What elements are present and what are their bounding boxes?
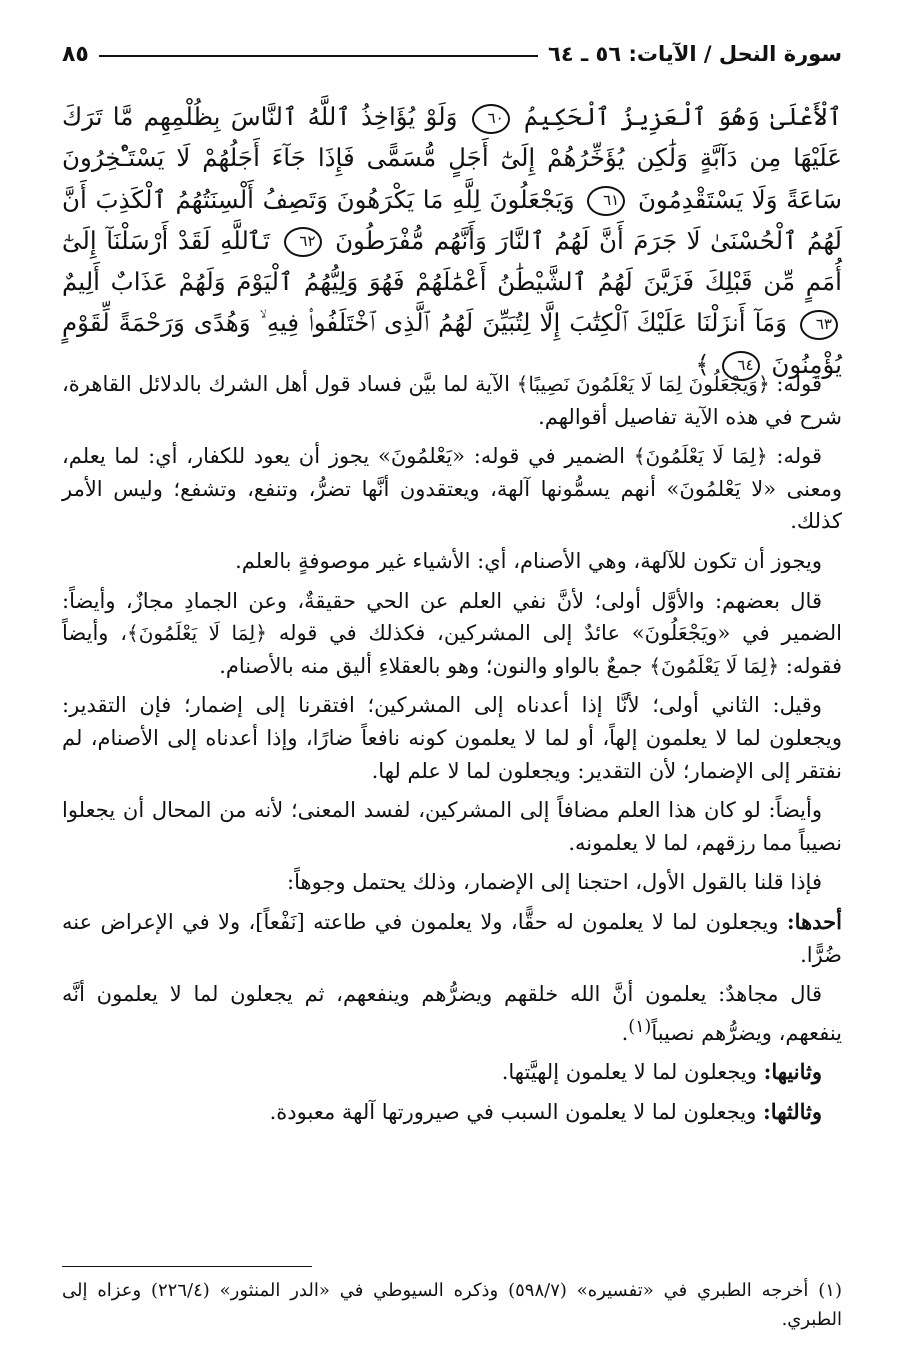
book-page [62,34,842,1354]
paragraph-text: قال مجاهدٌ: يعلمون أنَّ الله خلقهم ويضرُّهم وينفعهم، ثم يجعلون لما لا يعلمون أنَّه ينفعهم، ويضرُّهم نصيباً [62,982,842,1045]
page-number: ٨٥ [62,41,89,67]
point-label: أحدها: [786,908,842,934]
commentary-body [62,368,842,1135]
verse-text-segment: ٱلْأَعْلَىٰ وَهُوَ ٱلْعَزِيزُ ٱلْحَكِيمُ [524,102,842,131]
header-rule [99,55,538,57]
paragraph-text: ويجعلون لما لا يعلمون له حقًّا، ولا يعلمون في طاعته [نَفْعاً]، ولا في الإعراض عنه ضُرًّا. [62,909,842,967]
verse-number-marker: ٦٤ [722,351,760,381]
footnote: (١) أخرجه الطبري في «تفسيره» (٥٩٨/٧) وذكره السيوطي في «الدر المنثور» (٢٢٦/٤) وعزاه إلى الطبري. [62,1280,842,1330]
paragraph [62,585,842,683]
paragraph-text: ويجعلون لما لا يعلمون السبب في صيرورتها آلهة معبودة. [269,1099,757,1124]
paragraph: فإذا قلنا بالقول الأول، احتجنا إلى الإضمار، وذلك يحتمل وجوهاً: [287,870,822,895]
paragraph [62,906,842,971]
paragraph: ويجوز أن تكون للآلهة، وهي الأصنام، أي: الأشياء غير موصوفةٍ بالعلم. [235,548,822,573]
paragraph-text: الآية لما بيَّن فساد قول أهل الشرك بالدلائل القاهرة، شرح في هذه الآية تفاصيل أقوالهم. [62,372,842,429]
paragraph-text: قال بعضهم: والأوَّل أولى؛ لأنَّ نفي العلم عن الحي حقيقةٌ، وعن الجمادِ مجازٌ، وأيضاً: الضمير في «ويَجْعَلُونَ» عائدٌ إلى المشركين، فكذلك في قوله [62,588,843,646]
point-label: وثالثها: [763,1098,822,1124]
quran-quote: ﴿وَيَجْعَلُونَ لِمَا لَا يَعْلَمُونَ نَصِيبًا﴾ [516,372,770,396]
paragraph: وقيل: الثاني أولى؛ لأنَّا إذا أعدناه إلى المشركين؛ افتقرنا إلى إضمار؛ فإن التقدير: ويجعلون لما لا يعلمون إلهاً، أو لما لا يعلمون كونه نافعاً ضارًا، وإذا أعدناه إلى الأصنام، لم نفتقر إلى الإضمار؛ لأن التقدير: ويجعلون لما لا علم لها. [62,693,842,783]
paragraph: وأيضاً: لو كان هذا العلم مضافاً إلى المشركين، لفسد المعنى؛ لأنه من المحال أن يجعلوا نصيباً مما رزقهم، لما لا يعلمونه. [62,798,842,855]
verse-number-marker: ٦١ [587,186,625,216]
paragraph [62,1056,842,1089]
quran-verses [62,96,842,385]
paragraph-text: ، وأيضاً فقوله: [62,621,842,678]
paragraph [62,440,842,538]
quran-quote: ﴿لِمَا لَا يَعْلَمُونَ﴾ [649,653,780,678]
paragraph [62,1096,842,1129]
quran-quote: ﴿لِمَا لَا يَعْلَمُونَ﴾ [633,444,768,469]
paragraph-text: قوله: [776,444,822,469]
closing-ornament: ﴾ [695,349,710,379]
footnote-separator [62,1266,312,1267]
verse-text-segment: وَيَجْعَلُونَ لِلَّهِ مَا يَكْرَهُونَ وَتَصِفُ أَلْسِنَتُهُمُ ٱلْكَذِبَ أَنَّ لَهُمُ ٱلْحُسْنَىٰ لَا جَرَمَ أَنَّ لَهُمُ ٱلنَّارَ وَأَنَّهُم مُّفْرَطُونَ [62,184,843,255]
paragraph-text: الضمير في قوله: «يَعْلمُونَ» يجوز أن يعود للكفار، أي: لما يعلم، ومعنى «لا يَعْلمُونَ» أنهم يسمُّونها آلهة، ويعتقدون أنَّها تضرُّ، وتنفع، وتشفع؛ وليس الأمر كذلك. [62,444,842,534]
point-label: وثانيها: [763,1059,822,1085]
paragraph [62,978,842,1049]
paragraph-text: ويجعلون لما لا يعلمون إلهيَّتها. [501,1060,757,1085]
paragraph-text: قوله: [776,372,822,396]
quran-quote: ﴿لِمَا لَا يَعْلَمُونَ﴾ [127,621,267,646]
verse-text-segment: وَلَوْ يُؤَاخِذُ ٱللَّهُ ٱلنَّاسَ بِظُلْمِهِم مَّا تَرَكَ عَلَيْهَا مِن دَآبَّةٍ وَلَٰكِن يُؤَخِّرُهُمْ إِلَىٰٓ أَجَلٍ مُّسَمًّى فَإِذَا جَآءَ أَجَلُهُمْ لَا يَسْتَـْٔخِرُونَ سَاعَةً وَلَا يَسْتَقْدِمُونَ [62,102,842,214]
verse-number-marker: ٦٣ [800,310,838,340]
paragraph [62,368,842,433]
page-header [62,34,842,74]
paragraph-text: . [621,1020,629,1045]
verse-number-marker: ٦٠ [472,104,510,134]
verse-number-marker: ٦٢ [284,227,322,257]
paragraph-text: جمعٌ بالواو والنون؛ وهو بالعقلاءِ أليق منه بالأصنام. [219,653,643,678]
verse-text-segment: تَٱللَّهِ لَقَدْ أَرْسَلْنَآ إِلَىٰٓ أُمَمٍ مِّن قَبْلِكَ فَزَيَّنَ لَهُمُ ٱلشَّيْطَٰنُ أَعْمَٰلَهُمْ فَهُوَ وَلِيُّهُمُ ٱلْيَوْمَ وَلَهُمْ عَذَابٌ أَلِيمٌ [62,225,842,297]
footnote-reference[interactable]: (١) [628,1016,652,1037]
running-title: سورة النحل / الآيات: ٥٦ ـ ٦٤ [548,42,842,66]
verse-text-segment: وَمَآ أَنزَلْنَا عَلَيْكَ ٱلْكِتَٰبَ إِلَّا لِتُبَيِّنَ لَهُمُ ٱلَّذِى ٱخْتَلَفُوا۟ فِيهِ ۙ وَهُدًى وَرَحْمَةً لِّقَوْمٍ يُؤْمِنُونَ [62,308,842,379]
